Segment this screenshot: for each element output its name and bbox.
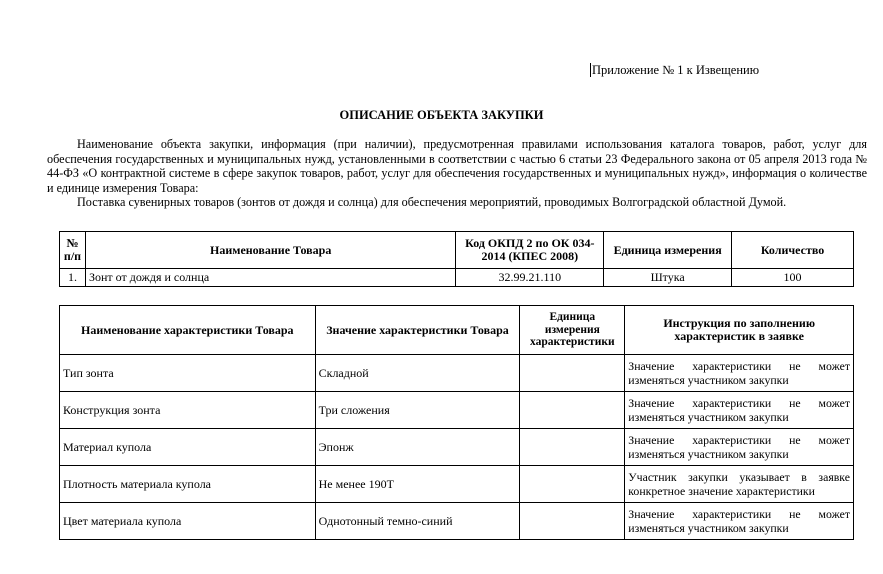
header-cell: Значение характеристики Товара: [315, 306, 520, 355]
intro-text: [47, 137, 867, 210]
row-number: 1.: [60, 269, 86, 287]
unit: Штука: [604, 269, 732, 287]
char-unit: [520, 392, 625, 429]
char-value: Однотонный темно-синий: [315, 503, 520, 540]
intro-paragraph-2: Поставка сувенирных товаров (зонтов от дождя и солнца) для обеспечения мероприятий, проводимых Волгоградской областной Думой.: [77, 195, 787, 210]
header-cell: Количество: [732, 232, 854, 269]
char-instruction: Значение характеристики не может изменяться участником закупки: [625, 429, 854, 466]
table-row: [60, 429, 854, 466]
header-cell: Наименование Товара: [85, 232, 455, 269]
header-cell: № п/п: [60, 232, 86, 269]
characteristics-table: [59, 305, 854, 540]
header-cell: Единица измерения: [604, 232, 732, 269]
char-value: Три сложения: [315, 392, 520, 429]
char-value: Эпонж: [315, 429, 520, 466]
char-instruction: Участник закупки указывает в заявке конкретное значение характеристики: [625, 466, 854, 503]
annex-label: Приложение № 1 к Извещению: [592, 63, 760, 77]
table-row: [60, 269, 854, 287]
char-instruction: Значение характеристики не может изменяться участником закупки: [625, 355, 854, 392]
characteristics-table-header: [60, 306, 854, 355]
table-row: [60, 503, 854, 540]
char-name: Плотность материала купола: [60, 466, 316, 503]
char-unit: [520, 429, 625, 466]
goods-table: [59, 231, 854, 287]
header-cell: Код ОКПД 2 по ОК 034-2014 (КПЕС 2008): [456, 232, 604, 269]
document-title: ОПИСАНИЕ ОБЪЕКТА ЗАКУПКИ: [339, 108, 544, 122]
char-name: Материал купола: [60, 429, 316, 466]
char-unit: [520, 355, 625, 392]
char-value: Не менее 190Т: [315, 466, 520, 503]
char-name: Конструкция зонта: [60, 392, 316, 429]
char-instruction: Значение характеристики не может изменяться участником закупки: [625, 392, 854, 429]
okpd-code: 32.99.21.110: [456, 269, 604, 287]
quantity: 100: [732, 269, 854, 287]
intro-paragraph-1: Наименование объекта закупки, информация (при наличии), предусмотренная правилами использования каталога товаров, работ, услуг для обеспечения государственных и муниципальных нужд, установленными в соответствии с частью 6 статьи 23 Федерального закона от 05 апреля 2013 года № 44-ФЗ «О контрактной системе в сфере закупок товаров, работ, услуг для обеспечения государственных и муниципальных нужд», информация о количестве и единице измерения Товара:: [47, 137, 867, 195]
header-cell: Инструкция по заполнению характеристик в заявке: [625, 306, 854, 355]
char-name: Цвет материала купола: [60, 503, 316, 540]
table-row: [60, 392, 854, 429]
goods-name: Зонт от дождя и солнца: [85, 269, 455, 287]
table-row: [60, 466, 854, 503]
header-cell: Единица измерения характеристики: [520, 306, 625, 355]
char-name: Тип зонта: [60, 355, 316, 392]
char-unit: [520, 503, 625, 540]
table-row: [60, 355, 854, 392]
char-instruction: Значение характеристики не может изменяться участником закупки: [625, 503, 854, 540]
char-unit: [520, 466, 625, 503]
char-value: Складной: [315, 355, 520, 392]
goods-table-header: [60, 232, 854, 269]
header-cell: Наименование характеристики Товара: [60, 306, 316, 355]
